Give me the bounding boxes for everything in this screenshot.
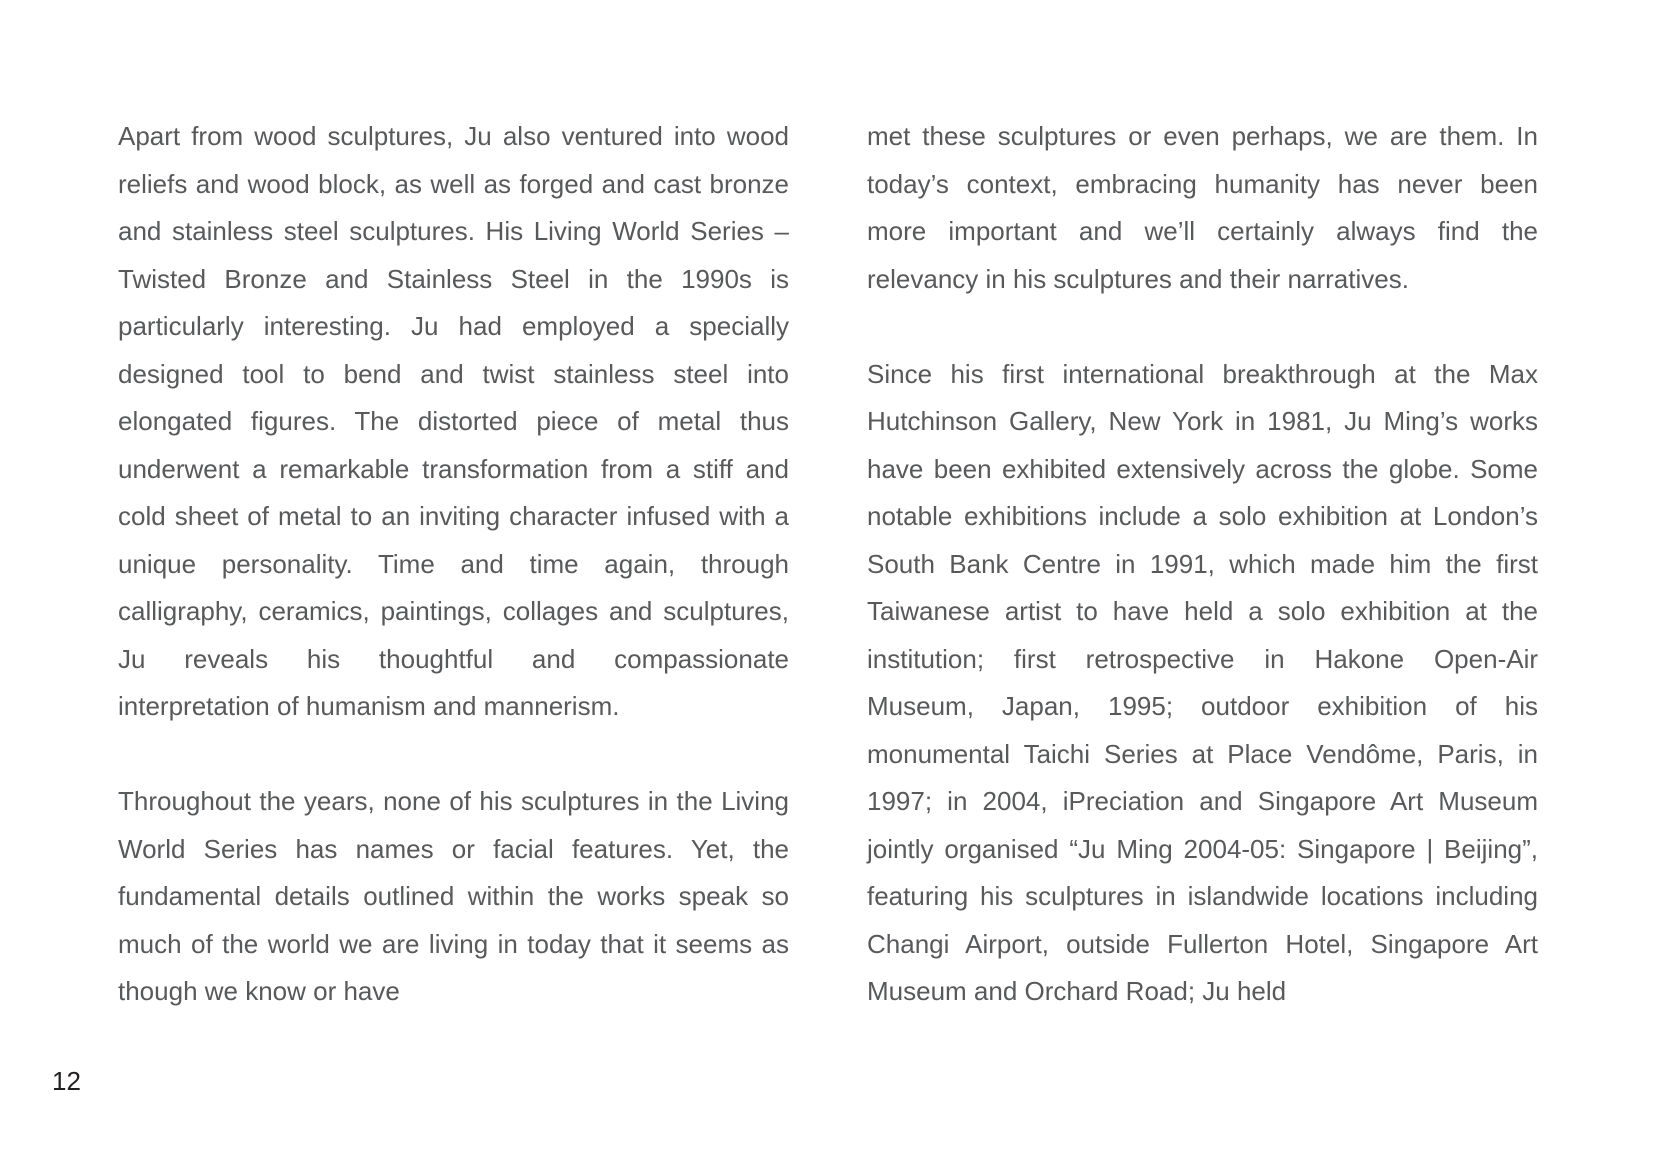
right-paragraph-2: Since his first international breakthrough at the Max Hutchinson Gallery, New York in 1981, Ju Ming’s works have been exhibited extensively across the globe. Some notable exhibitions include a solo exhibition at London’s South Bank Centre in 1991, which made him the first Taiwanese artist to have held a solo exhibition at the institution; first retrospective in Hakone Open-Air Museum, Japan, 1995; outdoor exhibition of his monumental Taichi Series at Place Vendôme, Paris, in 1997; in 2004, iPreciation and Singapore Art Museum jointly organised “Ju Ming 2004-05: Singapore | Beijing”, featuring his sculptures in islandwide locations including Changi Airport, outside Fullerton Hotel, Singapore Art Museum and Orchard Road; Ju held [867, 358, 1538, 1006]
right-paragraph-1: met these sculptures or even perhaps, we are them. In today’s context, embracing humanity has never been more important and we’ll certainly always find the relevancy in his sculptures and their narratives. [867, 121, 1538, 294]
left-paragraph-2: Throughout the years, none of his sculptures in the Living World Series has names or facial features. Yet, the fundamental details outlined within the works speak so much of the world we are living in today that it seems as though we know or have [118, 786, 789, 1006]
left-paragraph-1: Apart from wood sculptures, Ju also ventured into wood reliefs and wood block, as well as forged and cast bronze and stainless steel sculptures. His Living World Series – Twisted Bronze and Stainless Steel in the 1990s is particularly interesting. Ju had employed a specially designed tool to bend and twist stainless steel into elongated figures. The distorted piece of metal thus underwent a remarkable transformation from a stiff and cold sheet of metal to an inviting character infused with a unique personality. Time and time again, through calligraphy, ceramics, paintings, collages and sculptures, Ju reveals his thoughtful and compassionate interpretation of humanism and mannerism. [118, 121, 789, 721]
page-number: 12 [52, 1066, 81, 1096]
left-text-column [118, 113, 789, 1016]
right-text-column [867, 113, 1538, 1016]
